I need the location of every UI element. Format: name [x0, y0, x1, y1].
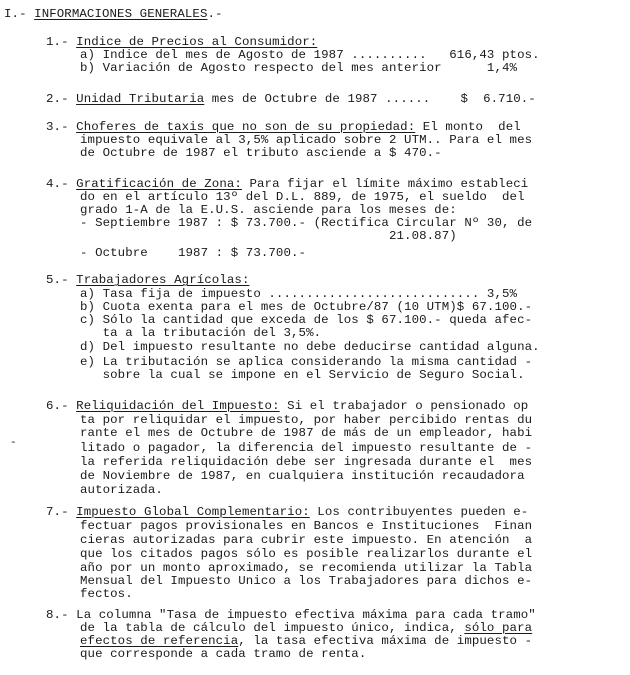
item-8-number: 8.- — [46, 608, 69, 622]
item-8-text-3b: , la tasa efectiva máxima de impuesto - — [238, 634, 533, 648]
item-6-text-2: ta por reliquidar el impuesto, por haber percibido rentas du — [80, 413, 533, 427]
item-7-heading — [46, 506, 528, 518]
item-4-text-4: - Septiembre 1987 : $ 73.700.- (Rectifica Circular Nº 30, de — [80, 216, 533, 230]
item-8-text-2a: de la tabla de cálculo del impuesto único, indica, — [80, 621, 465, 635]
item-1-line-b: b) Variación de Agosto respecto del mes anterior 1,4% — [80, 61, 518, 75]
item-7-text-5: año por un monto aproximado, se recomienda utilizar la Tabla — [80, 561, 533, 575]
item-7-title: Impuesto Global Complementario: — [76, 505, 310, 519]
item-1-number: 1.- — [46, 35, 69, 49]
item-7-number: 7.- — [46, 505, 69, 519]
item-8-heading — [46, 609, 536, 621]
item-4-title: Gratificación de Zona: — [76, 177, 242, 191]
item-7-text-3: cieras autorizadas para cubrir este impuesto. En atención a — [80, 533, 533, 547]
item-6-text-1: Si el trabajador o pensionado op — [279, 399, 529, 413]
item-5-number: 5.- — [46, 273, 69, 287]
item-6-number: 6.- — [46, 399, 69, 413]
item-3-heading — [46, 121, 521, 133]
item-6-title: Reliquidación del Impuesto: — [76, 399, 280, 413]
item-3-number: 3.- — [46, 120, 69, 134]
item-2-number: 2.- — [46, 92, 69, 106]
section-roman: I.- — [4, 7, 27, 21]
item-2-text: mes de Octubre de 1987 ...... $ 6.710.- — [204, 92, 536, 106]
item-6-text-5: la referida reliquidación debe ser ingresada durante el mes — [80, 455, 533, 469]
item-6-text-6: de Noviembre de 1987, en cualquiera institución recaudadora — [80, 469, 525, 483]
item-6-text-7: autorizada. — [80, 483, 163, 497]
item-8-text-4: que corresponde a cada tramo de renta. — [80, 647, 367, 661]
item-3-text-3: de Octubre de 1987 el tributo asciende a $ 470.- — [80, 146, 442, 160]
item-6-heading — [46, 400, 528, 412]
item-5-line-e2: sobre la cual se impone en el Servicio de Seguro Social. — [80, 368, 525, 382]
item-7-text-6: Mensual del Impuesto Unico a los Trabajadores para dichos e- — [80, 574, 533, 588]
item-1-title: Indice de Precios al Consumidor: — [76, 35, 318, 49]
margin-mark: - — [10, 437, 17, 449]
item-3-title: Choferes de taxis que no son de su propiedad: — [76, 120, 416, 134]
item-7-text-7: fectos. — [80, 587, 133, 601]
item-8-text-2 — [80, 622, 532, 634]
item-1-heading — [46, 36, 317, 48]
item-4-text-3: grado 1-A de la E.U.S. asciende para los meses de: — [80, 203, 457, 217]
item-5-line-d: d) Del impuesto resultante no debe deducirse cantidad alguna. — [80, 340, 540, 354]
item-1-line-a: a) Indice del mes de Agosto de 1987 .......... 616,43 ptos. — [80, 48, 540, 62]
item-4-heading — [46, 178, 528, 190]
item-7-text-1: Los contribuyentes pueden e- — [309, 505, 529, 519]
item-5-line-b: b) Cuota exenta para el mes de Octubre/87 (10 UTM)$ 67.100.- — [80, 300, 533, 314]
item-5-line-c1: c) Sólo la cantidad que exceda de los $ 67.100.- queda afec- — [80, 313, 533, 327]
item-4-text-6: - Octubre 1987 : $ 73.700.- — [80, 246, 307, 260]
item-6-text-4: litado o pagador, la diferencia del impuesto resultante de - — [80, 441, 533, 455]
item-7-text-4: que los citados pagos sólo es posible realizarlos durante el — [80, 547, 533, 561]
section-title-suffix: .- — [207, 7, 223, 21]
item-5-line-e1: e) La tributación se aplica considerando la misma cantidad - — [80, 355, 533, 369]
item-2-title: Unidad Tributaria — [76, 92, 205, 106]
item-8-text-2b: sólo para — [464, 621, 533, 635]
item-8-text-3a: efectos de referencia — [80, 634, 239, 648]
item-2-line — [46, 93, 536, 105]
item-4-number: 4.- — [46, 177, 69, 191]
item-4-text-1: Para fijar el límite máximo estableci — [241, 177, 529, 191]
item-3-text-2: impuesto equivale al 3,5% aplicado sobre 2 UTM.. Para el mes — [80, 133, 533, 147]
section-title: INFORMACIONES GENERALES — [34, 7, 208, 21]
item-8-text-1: La columna "Tasa de impuesto efectiva máxima para cada tramo" — [76, 608, 536, 622]
item-8-text-3 — [80, 635, 532, 647]
section-heading — [4, 8, 223, 20]
item-5-heading — [46, 274, 249, 286]
item-5-title: Trabajadores Agrícolas: — [76, 273, 250, 287]
item-5-line-a: a) Tasa fija de impuesto ............................ 3,5% — [80, 287, 518, 301]
item-5-line-c2: ta a la tributación del 3,5%. — [80, 326, 322, 340]
item-3-text-1: El monto del — [415, 120, 521, 134]
item-4-text-5: 21.08.87) — [80, 229, 457, 243]
item-6-text-3: rante el mes de Octubre de 1987 de más de un empleador, habi — [80, 426, 533, 440]
item-7-text-2: fectuar pagos provisionales en Bancos e Instituciones Finan — [80, 519, 533, 533]
item-4-text-2: do en el artículo 13º del D.L. 889, de 1975, el sueldo del — [80, 190, 525, 204]
